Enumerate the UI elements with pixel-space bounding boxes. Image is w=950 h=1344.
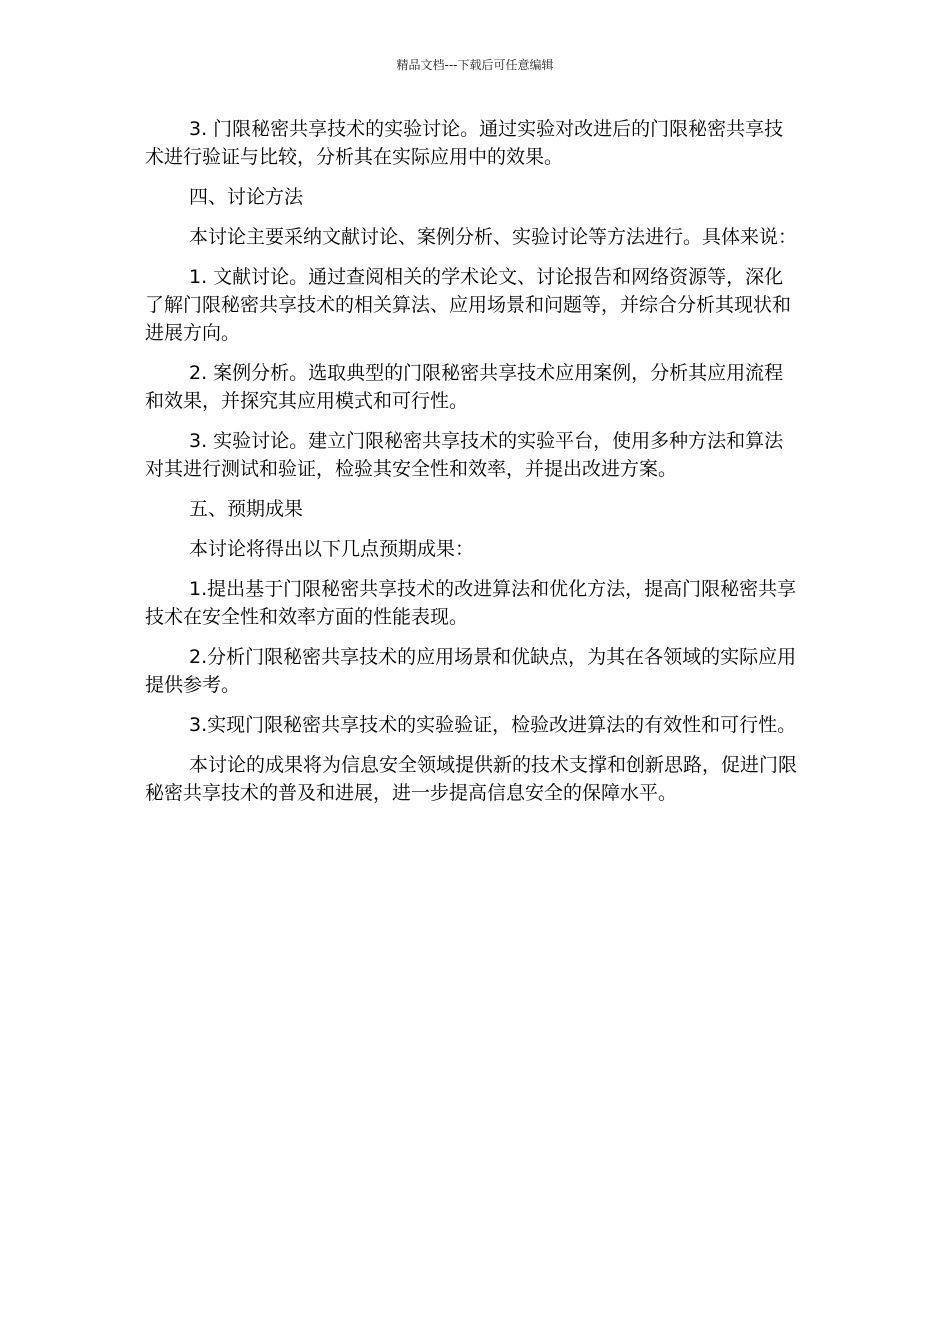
paragraph-method-experiment: 3. 实验讨论。建立门限秘密共享技术的实验平台，使用多种方法和算法对其进行测试和验证，检验其安全性和效率，并提出改进方案。: [145, 430, 784, 480]
paragraph-result-3: 3.实现门限秘密共享技术的实验验证，检验改进算法的有效性和可行性。: [189, 714, 797, 736]
section-heading-methods: 四、讨论方法: [189, 186, 304, 208]
paragraph-conclusion: 本讨论的成果将为信息安全领域提供新的技术支撑和创新思路，促进门限秘密共享技术的普及和进展，进一步提高信息安全的保障水平。: [145, 754, 798, 804]
section-heading-expected-results: 五、预期成果: [189, 498, 304, 520]
paragraph-result-1: 1.提出基于门限秘密共享技术的改进算法和优化方法，提高门限秘密共享技术在安全性和效率方面的性能表现。: [145, 578, 797, 628]
paragraph-experiment-discussion: 3. 门限秘密共享技术的实验讨论。通过实验对改进后的门限秘密共享技术进行验证与比较，分析其在实际应用中的效果。: [145, 118, 784, 168]
paragraph-results-intro: 本讨论将得出以下几点预期成果：: [189, 538, 475, 560]
paragraph-method-case-analysis: 2. 案例分析。选取典型的门限秘密共享技术应用案例，分析其应用流程和效果，并探究其应用模式和可行性。: [145, 362, 784, 412]
page-header: 精品文档---下载后可任意编辑: [396, 58, 554, 72]
document-body: [145, 115, 800, 819]
paragraph-method-literature: 1. 文献讨论。通过查阅相关的学术论文、讨论报告和网络资源等，深化了解门限秘密共享技术的相关算法、应用场景和问题等，并综合分析其现状和进展方向。: [145, 266, 792, 344]
paragraph-result-2: 2.分析门限秘密共享技术的应用场景和优缺点，为其在各领域的实际应用提供参考。: [145, 646, 797, 696]
paragraph-methods-intro: 本讨论主要采纳文献讨论、案例分析、实验讨论等方法进行。具体来说：: [189, 226, 798, 248]
